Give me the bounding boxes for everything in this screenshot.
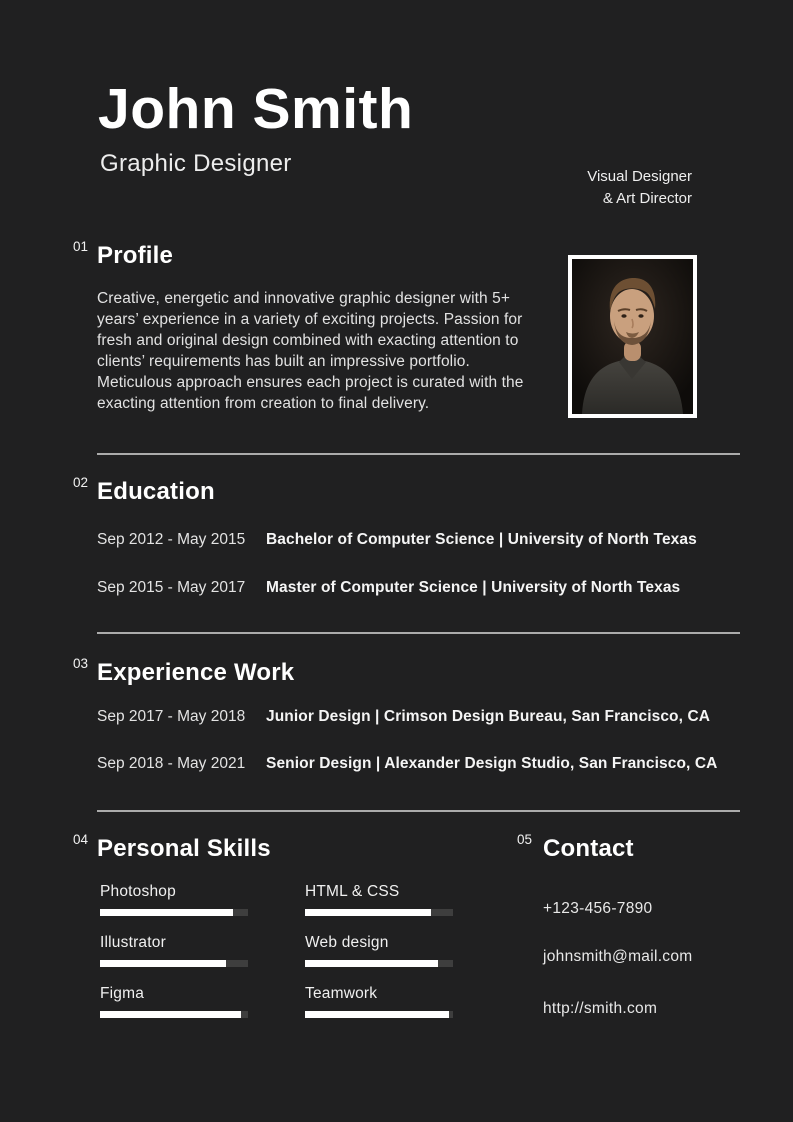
skill-item — [305, 933, 453, 967]
section-number: 04 — [73, 832, 89, 847]
section-title: Education — [97, 478, 215, 505]
skill-bar-fill — [305, 1011, 449, 1018]
profile-section-heading — [73, 239, 174, 269]
skill-bar-fill — [100, 960, 226, 967]
entry-detail: Master of Computer Science | University of North Texas — [266, 579, 681, 596]
profile-photo — [568, 255, 697, 418]
skill-bar-track — [100, 1011, 248, 1018]
section-divider — [97, 810, 740, 812]
section-number: 03 — [73, 656, 89, 671]
entry-dates: Sep 2018 - May 2021 — [97, 755, 246, 772]
contact-phone: +123-456-7890 — [543, 900, 653, 917]
entry-detail: Bachelor of Computer Science | University of North Texas — [266, 531, 697, 548]
skill-label: Illustrator — [100, 934, 166, 951]
section-title: Contact — [543, 835, 634, 862]
skill-label: HTML & CSS — [305, 883, 400, 900]
contact-email: johnsmith@mail.com — [543, 948, 693, 965]
contact-section-heading — [517, 832, 634, 862]
tagline-line-2: & Art Director — [602, 189, 692, 207]
skill-label: Teamwork — [305, 985, 378, 1002]
tagline-line-1: Visual Designer — [587, 168, 692, 185]
skill-label: Web design — [305, 934, 389, 951]
entry-dates: Sep 2015 - May 2017 — [97, 579, 246, 596]
skill-bar-fill — [100, 1011, 241, 1018]
experience-entry — [97, 754, 717, 773]
skill-bar-track — [305, 1011, 453, 1018]
education-entry — [97, 578, 680, 597]
skill-item — [100, 984, 248, 1018]
skill-bar-fill — [305, 960, 438, 967]
skills-section-heading — [73, 832, 271, 862]
person-name: John Smith — [98, 77, 414, 141]
section-divider — [97, 632, 740, 634]
skill-bar-track — [305, 909, 453, 916]
section-title: Personal Skills — [97, 835, 271, 862]
contact-website: http://smith.com — [543, 1000, 658, 1017]
entry-dates: Sep 2017 - May 2018 — [97, 708, 246, 725]
section-divider — [97, 453, 740, 455]
experience-section-heading — [73, 656, 295, 686]
skill-item — [100, 882, 248, 916]
person-tagline — [587, 166, 692, 209]
skill-bar-fill — [100, 909, 233, 916]
section-number: 05 — [517, 832, 533, 847]
skill-bar-track — [305, 960, 453, 967]
skill-bar-track — [100, 909, 248, 916]
entry-dates: Sep 2012 - May 2015 — [97, 531, 246, 548]
person-job-title: Graphic Designer — [100, 150, 292, 177]
skill-bar-track — [100, 960, 248, 967]
skill-item — [100, 933, 248, 967]
profile-summary-text: Creative, energetic and innovative graphic designer with 5+ years’ experience in a variety of exciting projects. Passion for fresh and original design combined with exacting attention to clients’ requirements has built an impressive portfolio. Meticulous approach ensures each project is curated with the exacting attention from creation to final delivery. — [97, 290, 524, 412]
education-section-heading — [73, 475, 215, 505]
portrait-illustration — [572, 259, 693, 414]
skill-item — [305, 984, 453, 1018]
section-title: Profile — [97, 242, 174, 269]
skill-bar-fill — [305, 909, 431, 916]
section-title: Experience Work — [97, 659, 295, 686]
skill-item — [305, 882, 453, 916]
entry-detail: Senior Design | Alexander Design Studio, San Francisco, CA — [266, 755, 718, 772]
section-number: 02 — [73, 475, 89, 490]
experience-entry — [97, 707, 710, 726]
section-number: 01 — [73, 239, 89, 254]
entry-detail: Junior Design | Crimson Design Bureau, San Francisco, CA — [266, 708, 711, 725]
skill-label: Photoshop — [100, 883, 176, 900]
skill-label: Figma — [100, 985, 145, 1002]
education-entry — [97, 530, 697, 549]
